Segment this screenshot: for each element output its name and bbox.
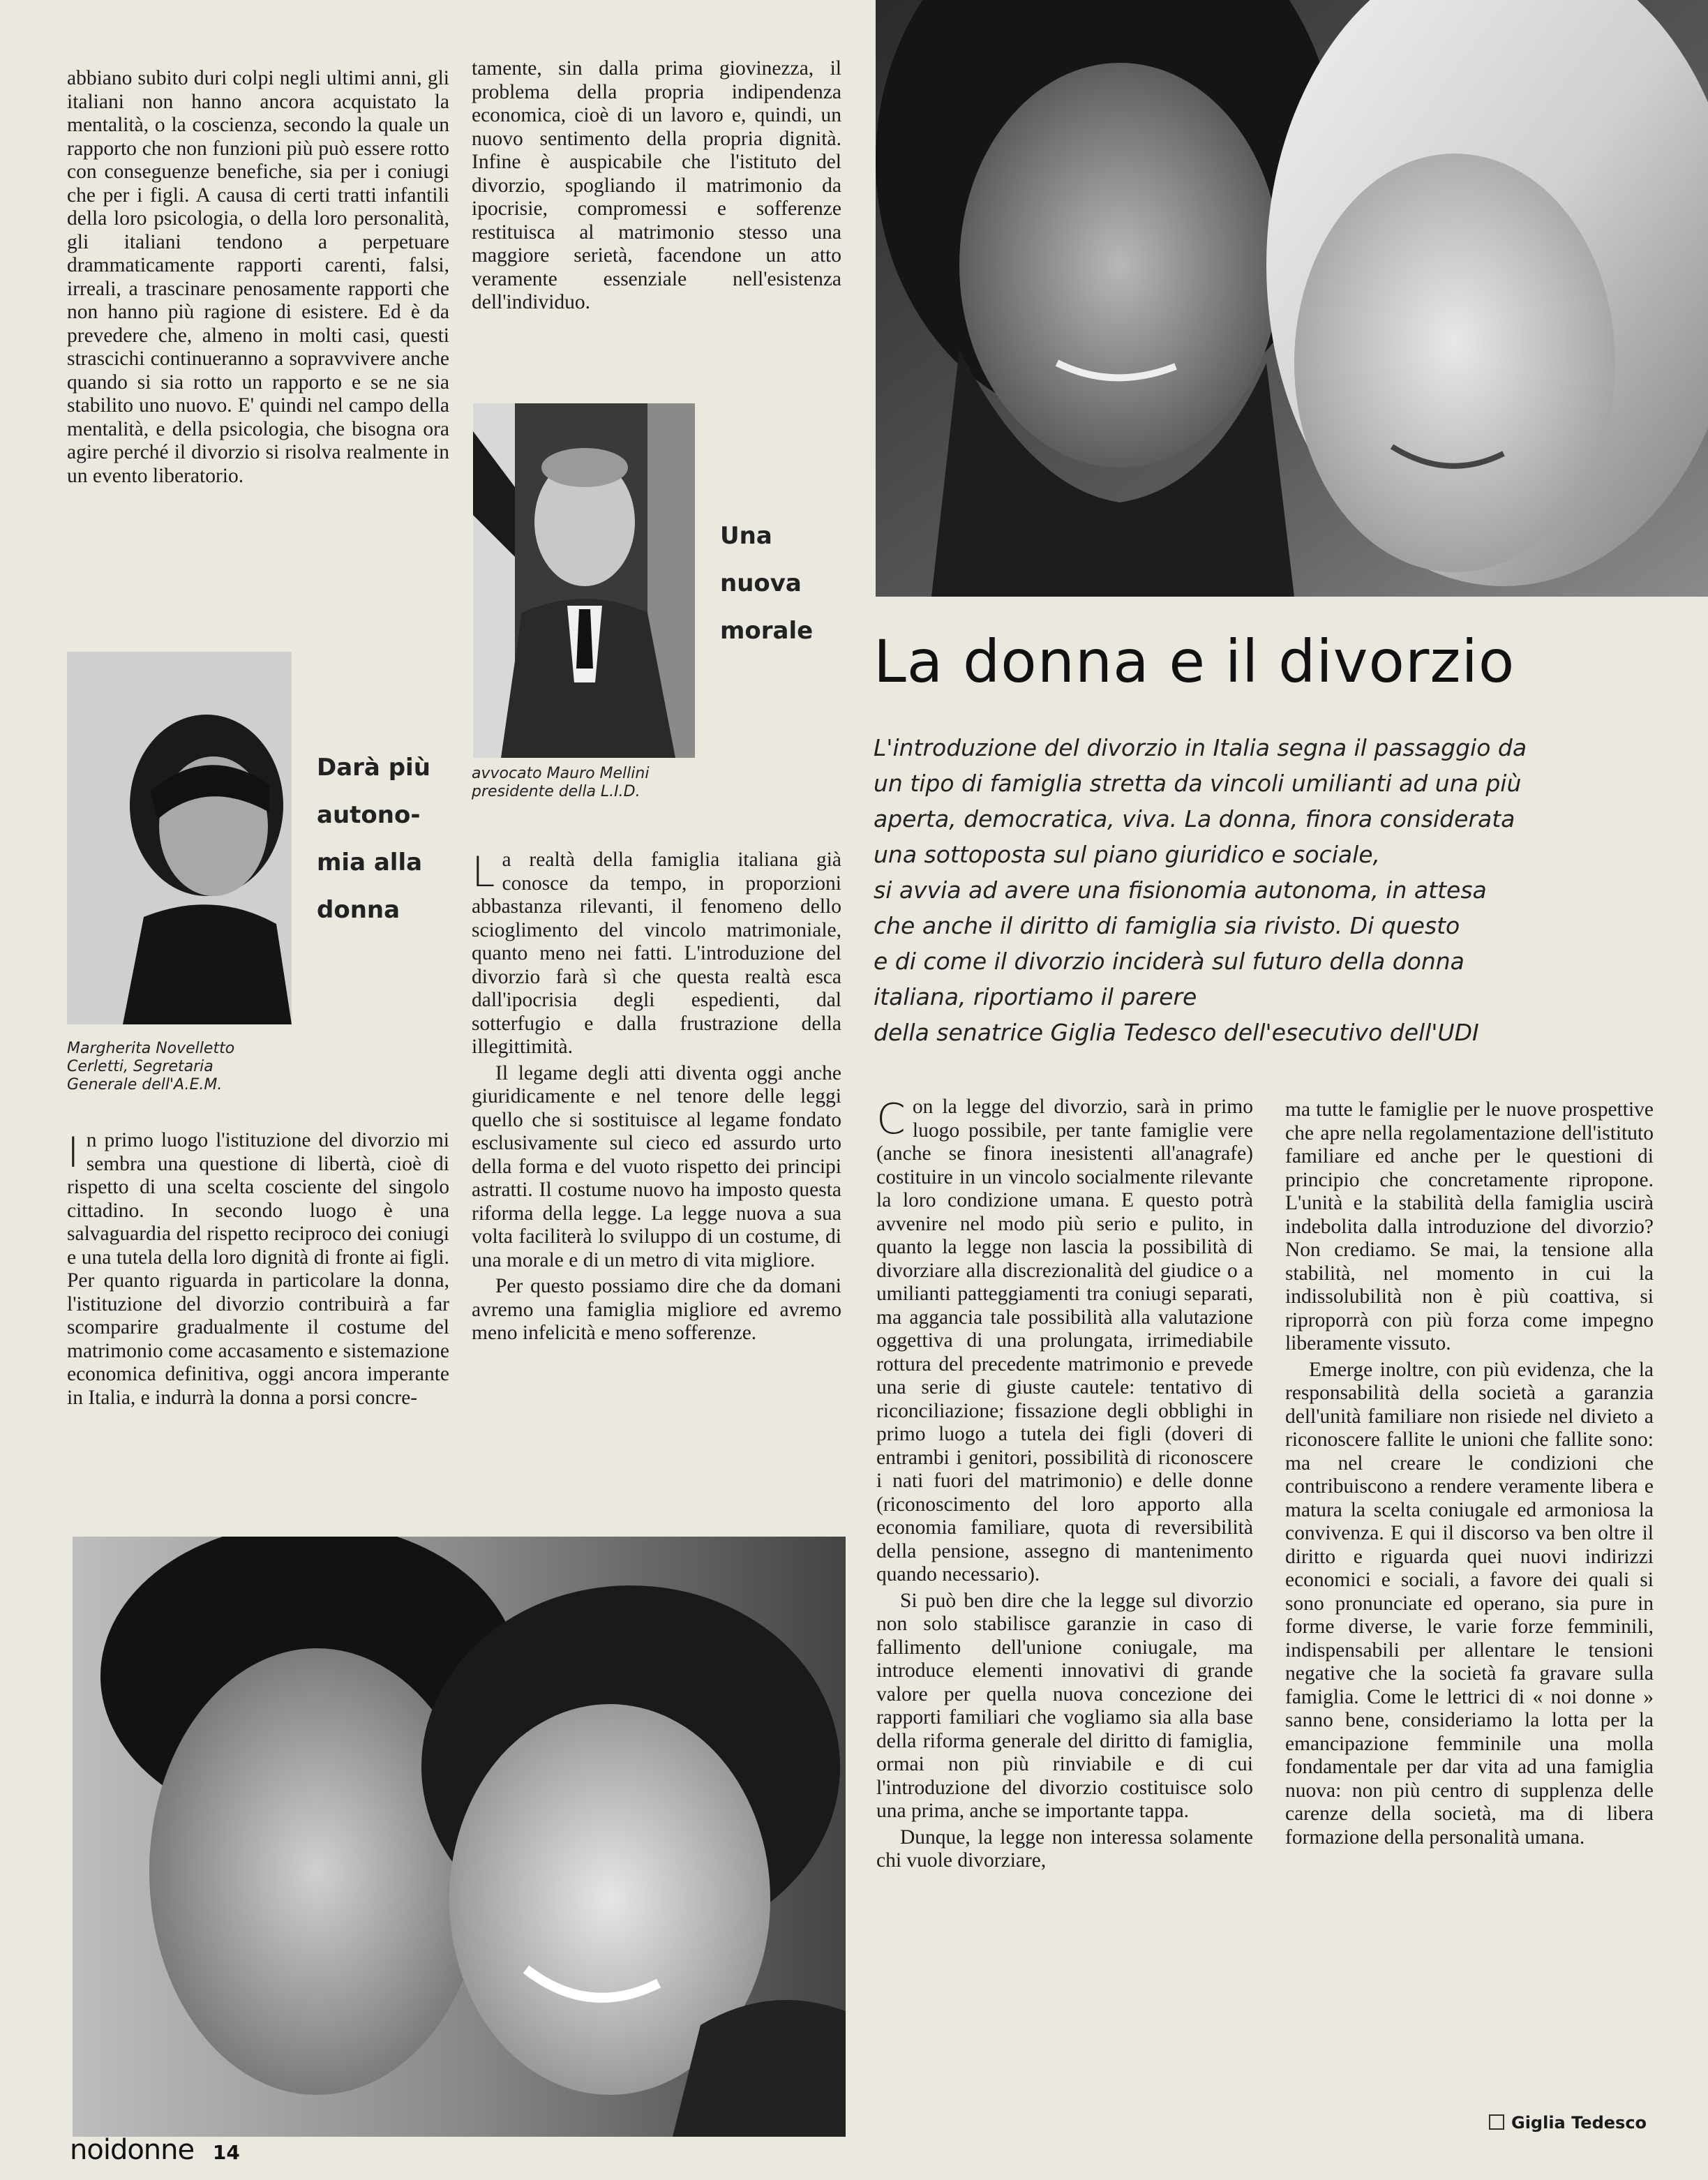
drop-cap: L: [472, 848, 495, 897]
lead-line: della senatrice Giglia Tedesco dell'esecutivo dell'UDI: [874, 1019, 1479, 1046]
paragraph: ma tutte le famiglie per le nuove prospettive che apre nella regolamentazione dell'istituto familiare ed anche per le questioni di principio che concretamente ripropone. L'unità e la stabilità della famiglia uscirà indebolita dalla introduzione del divorzio? Non crediamo. Se mai, la tensione alla stabilità, nel momento in cui la indissolubilità non è più coattiva, si riproporrà con più forza come impegno liberamente vissuto.: [1285, 1098, 1654, 1354]
couple-photo-top-image: [876, 0, 1708, 597]
heading-line: Una: [720, 522, 772, 550]
magazine-name: noidonne: [70, 2134, 195, 2166]
novelletto-photo: [67, 652, 292, 1024]
mellini-photo: [473, 403, 695, 758]
lead-line: un tipo di famiglia stretta da vincoli umilianti ad una più: [874, 770, 1522, 797]
heading-line: mia alla: [317, 849, 423, 876]
novelletto-portrait-image: [67, 652, 292, 1024]
heading-line: Darà più: [317, 754, 430, 782]
lead-line: italiana, riportiamo il parere: [874, 983, 1197, 1010]
paragraph-text: on la legge del divorzio, sarà in primo luogo possibile, per tante famiglie vere (anche se finora inesistenti all'anagrafe) costituire in un vincolo socialmente rilevante la loro condizione umana. E questo potrà avvenire nel modo più serio e pulito, in quanto la legge non lascia la possibilità di divorziare alla discrezionalità del giudice o a umilianti patteggiamenti tra coniugi separati, ma aggancia tale possibilità alla valutazione oggettiva di una prolungata, irrimediabile rottura del precedente matrimonio e prevede una serie di giuste cautele: tentativo di riconciliazione; fissazione degli obblighi in primo luogo a tutela dei figli (doveri di entrambi i genitori, possibilità di riconoscere i nati fuori del matrimonio) e delle donne (riconoscimento del loro apporto alla economia familiare, quota di reversibilità della pensione, assegno di mantenimento quando necessario).: [876, 1096, 1253, 1585]
paragraph: [472, 849, 841, 1059]
paragraph: abbiano subito duri colpi negli ultimi anni, gli italiani non hanno ancora acquistato la mentalità, o la coscienza, secondo la quale un rapporto che non funzioni più può essere rotto con conseguenze benefiche, sia per i coniugi che per i figli. A causa di certi tratti infantili della loro psicologia, o della loro personalità, gli italiani tendono a perpetuare drammaticamente rapporti carenti, falsi, irreali, a trascinare penosamente rapporti che non hanno più ragione di esistere. Ed è da prevedere che, almeno in molti casi, questi strascichi continueranno a sopravvivere anche quando si sia rotto un rapporto e se ne sia stabilito uno nuovo. E' quindi nel campo della mentalità, e della psicologia, che bisogna ora agire perché il divorzio si risolva realmente in un evento liberatorio.: [67, 67, 449, 487]
mellini-portrait-image: [473, 403, 695, 758]
couple-photo-bottom-image: [73, 1537, 846, 2137]
paragraph: [67, 1129, 449, 1410]
heading-nuova-morale: [720, 512, 860, 655]
paragraph: Si può ben dire che la legge sul divorzio non solo stabilisce garanzie in caso di fallimento dell'unione coniugale, ma introduce elementi innovativi di grande valore per quella nuova concezione dei rapporti familiari che vogliamo sia alla base della riforma generale del diritto di famiglia, ormai non più rinviabile e di cui l'introduzione del divorzio costituisce solo una prima, anche se importante tappa.: [876, 1589, 1253, 1822]
signature-name: Giglia Tedesco: [1511, 2113, 1647, 2133]
lead-line: L'introduzione del divorzio in Italia segna il passaggio da: [874, 734, 1527, 761]
lead-line: una sottoposta sul piano giuridico e sociale,: [874, 841, 1381, 868]
heading-line: donna: [317, 896, 400, 924]
caption-line: Generale dell'A.E.M.: [67, 1076, 223, 1093]
article-column-2-lower: [472, 849, 841, 1348]
heading-line: nuova: [720, 569, 802, 597]
caption-line: avvocato Mauro Mellini: [472, 765, 650, 782]
heading-autonomia: [317, 744, 456, 934]
drop-cap: I: [67, 1128, 80, 1177]
paragraph-text: n primo luogo l'istituzione del divorzio mi sembra una questione di libertà, cioè di rispetto di una scelta cosciente del singolo cittadino. In secondo luogo è una salvaguardia del rispetto reciproco dei coniugi e una tutela della loro dignità di fronte ai figli. Per quanto riguarda in particolare la donna, l'istituzione del divorzio contribuirà a far scomparire gradualmente il costume del matrimonio come accasamento e sistemazione economica definitiva, oggi ancora imperante in Italia, e indurrà la donna a porsi concre-: [67, 1129, 449, 1409]
heading-line: autono-: [317, 801, 421, 829]
article-column-3: [876, 1096, 1253, 1876]
paragraph: [876, 1096, 1253, 1587]
article-column-4: [1285, 1098, 1654, 1852]
author-signature: [1489, 2113, 1647, 2133]
paragraph: Il legame degli atti diventa oggi anche giuridicamente e nel tenore delle leggi quello che si sostituisce al legame fondato esclusivamente sul cieco ed assurdo urto della forma e del vuoto rispetto dei principi astratti. Il costume nuovo ha imposto questa riforma della legge. La legge nuova a sua volta faciliterà lo sviluppo di un costume, di una morale e di un metro di vita migliore.: [472, 1061, 841, 1271]
lead-line: che anche il diritto di famiglia sia rivisto. Di questo: [874, 912, 1460, 939]
caption-line: Cerletti, Segretaria: [67, 1058, 214, 1075]
caption-line: presidente della L.I.D.: [472, 783, 640, 800]
article-title: La donna e il divorzio: [874, 627, 1515, 696]
paragraph-text: a realtà della famiglia italiana già conosce da tempo, in proporzioni abbastanza rilevanti, il fenomeno dello scioglimento del vincolo matrimoniale, quanto meno nei fatti. L'introduzione del divorzio farà sì che questa realtà esca dall'ipocrisia degli espedienti, dal sotterfugio e dalla frustrazione della illegittimità.: [472, 849, 841, 1058]
article-column-1-top: [67, 67, 449, 491]
novelletto-caption: [67, 1040, 318, 1094]
footer-brand: [70, 2134, 240, 2166]
lead-line: e di come il divorzio inciderà sul futuro della donna: [874, 948, 1464, 975]
heading-line: morale: [720, 617, 814, 645]
lead-line: si avvia ad avere una fisionomia autonoma, in attesa: [874, 876, 1487, 904]
paragraph: Per questo possiamo dire che da domani avremo una famiglia migliore ed avremo meno infelicità e meno sofferenze.: [472, 1275, 841, 1344]
paragraph: tamente, sin dalla prima giovinezza, il problema della propria indipendenza economica, cioè di un lavoro e, quindi, un nuovo sentimento della propria dignità. Infine è auspicabile che l'istituto del divorzio, spogliando il matrimonio da ipocrisie, compromessi e sofferenze restituisca al matrimonio stesso una maggiore serietà, facendone un atto veramente essenziale nell'esistenza dell'individuo.: [472, 57, 841, 313]
mellini-caption: [472, 765, 702, 801]
drop-cap: C: [876, 1095, 906, 1144]
paragraph: Dunque, la legge non interessa solamente chi vuole divorziare,: [876, 1826, 1253, 1872]
article-column-1-lower: [67, 1129, 449, 1412]
couple-photo-top: [876, 0, 1708, 597]
article-column-2-top: [472, 57, 841, 318]
article-lead: [874, 730, 1676, 1050]
signature-box-icon: [1489, 2114, 1504, 2130]
lead-line: aperta, democratica, viva. La donna, finora considerata: [874, 805, 1515, 833]
page-number: 14: [212, 2141, 240, 2164]
caption-line: Margherita Novelletto: [67, 1040, 235, 1057]
paragraph: Emerge inoltre, con più evidenza, che la responsabilità della società a garanzia dell'unità familiare non risiede nel divieto a riconoscere fallite le unioni che fallite sono: ma nel creare le condizioni che contribuiscono a rendere veramente libera e matura la scelta coniugale ed armoniosa la convivenza. E qui il discorso va ben oltre il diritto e riguarda quei nuovi indirizzi economici e sociali, a favore dei quali si sono pronunciate ed operano, sia pure in forme diverse, le varie forze femminili, indispensabili per allentare le tensioni negative che la società fa gravare sulla famiglia. Come le lettrici di « noi donne » sanno bene, consideriamo la lotta per la emancipazione femminile una molla fondamentale per dar vita ad una famiglia nuova: non più centro di supplenza delle carenze della società, ma di libera formazione della personalità umana.: [1285, 1358, 1654, 1849]
couple-photo-bottom: [73, 1537, 846, 2137]
